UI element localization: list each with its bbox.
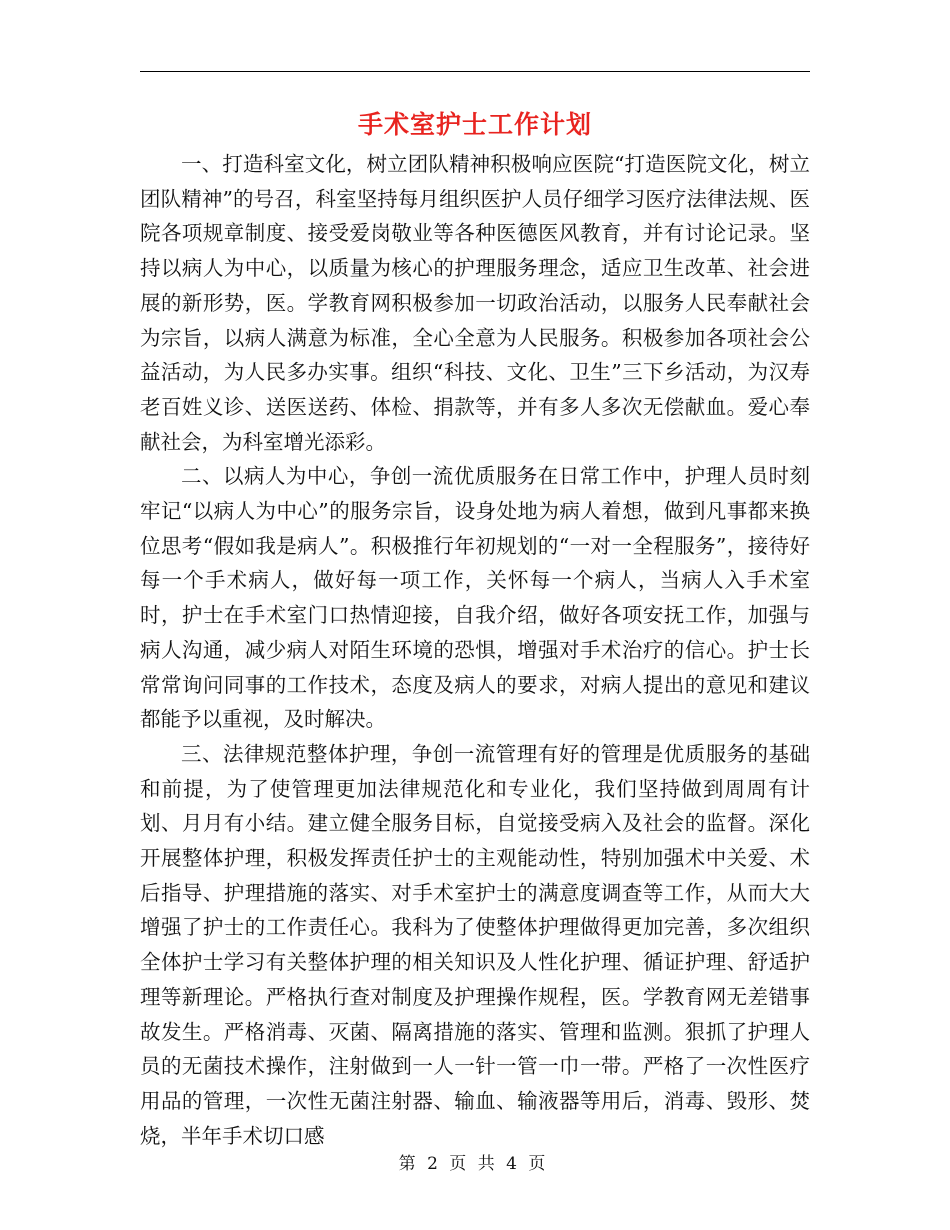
document-title: 手术室护士工作计划 — [357, 110, 592, 139]
page-total-label: 共 — [477, 1154, 495, 1174]
page-suffix: 页 — [528, 1154, 546, 1174]
paragraph-1: 一、打造科室文化，树立团队精神积极响应医院“打造医院文化，树立团队精神”的号召，科室坚持每月组织医护人员仔细学习医疗法律法规、医院各项规章制度、接受爱岗敬业等各种医德医风教育，并有讨论记录。坚持以病人为中心，以质量为核心的护理服务理念，适应卫生改革、社会进展的新形势，医。学教育网积极参加一切政治活动，以服务人民奉献社会为宗旨，以病人满意为标准，全心全意为人民服务。积极参加各项社会公益活动，为人民多办实事。组织“科技、文化、卫生”三下乡活动，为汉寿老百姓义诊、送医送药、体检、捐款等，并有多人多次无偿献血。爱心奉献社会，为科室增光添彩。 — [140, 152, 810, 454]
page-number-footer — [0, 1152, 950, 1176]
page-total: 4 — [506, 1154, 517, 1174]
page-current: 2 — [427, 1154, 438, 1174]
paragraph-3: 三、法律规范整体护理，争创一流管理有好的管理是优质服务的基础和前提，为了使管理更加法律规范化和专业化，我们坚持做到周周有计划、月月有小结。建立健全服务目标，自觉接受病入及社会的监督。深化开展整体护理，积极发挥责任护士的主观能动性，特别加强术中关爱、术后指导、护理措施的落实、对手术室护士的满意度调查等工作，从而大大增强了护士的工作责任心。我科为了使整体护理做得更加完善，多次组织全体护士学习有关整体护理的相关知识及人性化护理、循证护理、舒适护理等新理论。严格执行查对制度及护理操作规程，医。学教育网无差错事故发生。严格消毒、灭菌、隔离措施的落实、管理和监测。狠抓了护理人员的无菌技术操作，注射做到一人一针一管一巾一带。严格了一次性医疗用品的管理，一次性无菌注射器、输血、输液器等用后，消毒、毁形、焚烧，半年手术切口感 — [140, 741, 810, 1148]
document-body — [140, 147, 810, 1153]
header-rule — [140, 71, 810, 72]
page-label: 页 — [449, 1154, 467, 1174]
page-prefix: 第 — [398, 1154, 416, 1174]
paragraph-2: 二、以病人为中心，争创一流优质服务在日常工作中，护理人员时刻牢记“以病人为中心”的服务宗旨，设身处地为病人着想，做到凡事都来换位思考“假如我是病人”。积极推行年初规划的“一对一全程服务”，接待好每一个手术病人，做好每一项工作，关怀每一个病人，当病人入手术室时，护士在手术室门口热情迎接，自我介绍，做好各项安抚工作，加强与病人沟通，减少病人对陌生环境的恐惧，增强对手术治疗的信心。护士长常常询问同事的工作技术，态度及病人的要求，对病人提出的意见和建议都能予以重视，及时解决。 — [140, 464, 810, 732]
